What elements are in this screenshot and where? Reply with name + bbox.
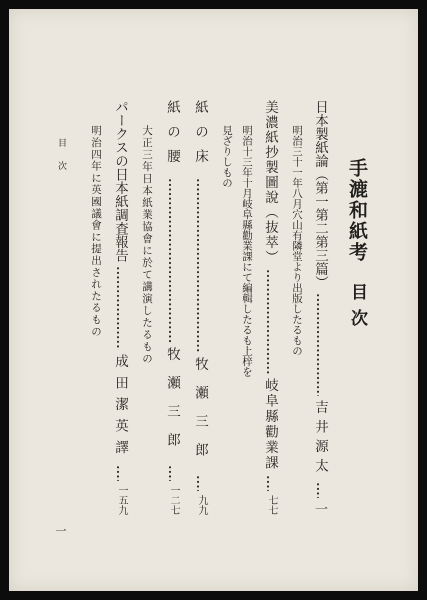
- entry-author: 岐阜縣勸業課: [262, 378, 278, 471]
- entry-title: パークスの日本紙調査報告: [112, 100, 128, 262]
- entry-note: 明治三十一年八月穴山有隣堂より出版したるもの: [291, 125, 303, 356]
- entry-note: 明治四年に英國議會に提出されたるもの: [90, 125, 102, 338]
- leader-dots: [196, 475, 200, 491]
- entry-page-number: 七七: [266, 495, 277, 515]
- entry-note: 見ざりしもの: [221, 125, 233, 188]
- entry-author: 成田潔英譯: [112, 353, 128, 461]
- entry-page-number: 一: [312, 502, 327, 515]
- toc-entry: [310, 100, 326, 515]
- leader-dots: [116, 266, 120, 350]
- leader-dots: [266, 269, 270, 374]
- entry-title: 紙の腰: [164, 100, 180, 174]
- leader-dots: [116, 465, 120, 481]
- entry-page-number: 九九: [196, 495, 207, 515]
- toc-heading: 目次: [347, 283, 367, 335]
- entry-note: 大正三年日本紙業協會に於て講演したるもの: [141, 125, 153, 365]
- entry-author: 吉井源太: [312, 400, 328, 478]
- entry-title: 紙の床: [192, 100, 208, 174]
- entry-author: 牧瀬三郎: [192, 357, 208, 471]
- toc-entry: [190, 100, 206, 515]
- book-title: 手漉和紙考: [346, 158, 368, 263]
- entry-title: 美濃紙抄製圖說（抜萃）: [262, 100, 278, 265]
- leader-dots: [168, 178, 172, 344]
- entry-page-number: 一五九: [116, 485, 127, 515]
- toc-entry: [110, 100, 126, 515]
- toc-entry: [260, 100, 276, 515]
- entry-page-number: 一二七: [168, 485, 179, 515]
- page-folio: 一: [54, 525, 67, 536]
- entry-title: 日本製紙論（第一第二第三篇）: [312, 100, 328, 289]
- entry-note: 明治十三年十月岐阜縣勸業課にて編輯したるも上梓を: [241, 125, 253, 377]
- leader-dots: [316, 482, 320, 498]
- leader-dots: [266, 475, 270, 491]
- book-page: [9, 9, 418, 591]
- entry-author: 牧瀬三郎: [164, 347, 180, 461]
- leader-dots: [196, 178, 200, 354]
- leader-dots: [316, 293, 320, 396]
- running-head: 目次: [56, 138, 66, 184]
- leader-dots: [168, 465, 172, 481]
- toc-entry: [162, 100, 178, 515]
